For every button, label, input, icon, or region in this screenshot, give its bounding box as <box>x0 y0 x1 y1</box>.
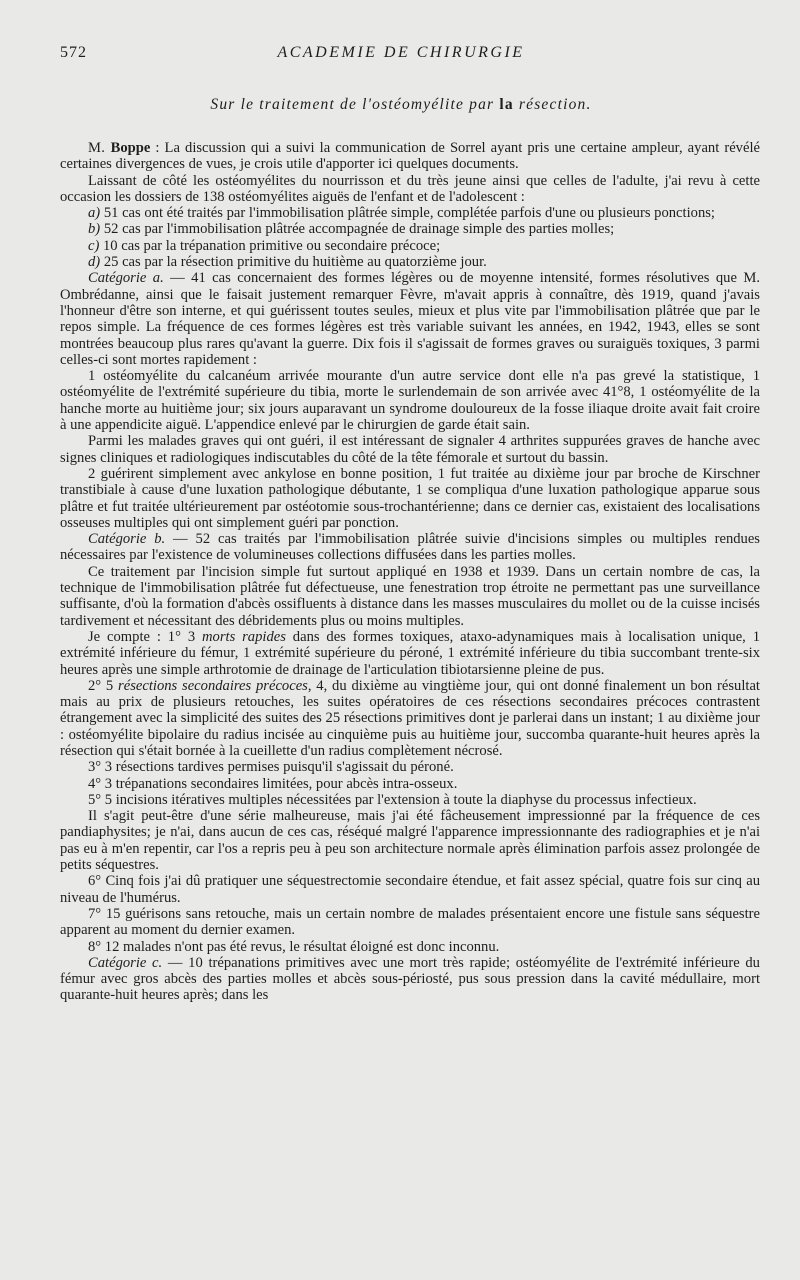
paragraph-text: 8° 12 malades n'ont pas été revus, le résultat éloigné est donc inconnu. <box>88 938 500 955</box>
paragraph-text: , 4, du dixième au vingtième jour, qui ont donné finalement un bon résultat mais au prix de plusieurs retouches, les suites opératoires de ces résections secondaires précoces contrastent étrangement avec la simplicité des suites des 25 résections primitives dont je parlerai dans un instant; 1 au dixième jour : ostéomyélite bipolaire du radius incisée au cinquième puis au huitième jour, succomba quarante-huit heures après la résection qui s'était bornée à la cueillette d'un radius complètement nécrosé. <box>60 677 760 759</box>
paragraph-text: 4° 3 trépanations secondaires limitées, pour abcès intra-osseux. <box>88 775 458 792</box>
paragraph-text: — 10 trépanations primitives avec une mort très rapide; ostéomyélite de l'extrémité inférieure du fémur avec gros abcès des parties molles et abcès sous-périosté, pus sous pression dans la cavité médullaire, mort quarante-huit heures après; dans les <box>60 954 760 1004</box>
paragraph-text: — 52 cas traités par l'immobilisation plâtrée suivie d'incisions simples ou multiples rendues nécessaires par l'existence de volumineuses collections diffusées dans les parties molles. <box>60 531 760 564</box>
paragraph <box>60 873 760 906</box>
paragraph <box>60 238 760 254</box>
paragraph <box>60 629 760 678</box>
paragraph <box>60 270 760 368</box>
paragraph <box>60 678 760 759</box>
paragraph-text: 51 cas ont été traités par l'immobilisation plâtrée simple, complétée parfois d'une ou plusieurs ponctions; <box>100 205 715 222</box>
running-title: ACADEMIE DE CHIRURGIE <box>277 44 525 61</box>
author-name: Boppe <box>110 140 151 156</box>
italic-label: c) <box>88 237 100 254</box>
italic-label: b) <box>88 221 101 238</box>
page-number: 572 <box>60 44 87 61</box>
title-text-start: Sur le traitement de l'ostéomyélite par <box>210 96 500 113</box>
paragraph-text: Laissant de côté les ostéomyélites du nourrisson et du très jeune ainsi que celles de l'adulte, j'ai revu à cette occasion les dossiers de 138 ostéomyélites aiguës de l'enfant et de l'adolescent : <box>60 172 760 205</box>
paragraph <box>60 254 760 270</box>
paragraph <box>60 955 760 1004</box>
paragraph <box>60 792 760 808</box>
paragraph-text: 1 ostéomyélite du calcanéum arrivée mourante d'un autre service dont elle n'a pas grevé la statistique, 1 ostéomyélite de l'extrémité supérieure du tibia, morte le surlendemain de son arrivée avec 41°8, 1 ostéomyélite de la hanche morte au huitième jour; six jours auparavant un syndrome douloureux de la fosse iliaque droite avait fait croire à une appendicite aiguë. L'appendice enlevé par le chirurgien de garde était sain. <box>60 368 760 434</box>
paragraph-text: : La discussion qui a suivi la communication de Sorrel ayant pris une certaine ampleur, ayant révélé certaines divergences de vues, je crois utile d'apporter ici quelques documents. <box>60 140 760 173</box>
italic-label: d) <box>88 254 101 271</box>
paragraph-text: 2 guérirent simplement avec ankylose en bonne position, 1 fut traitée au dixième jour par broche de Kirschner transtibiale à cause d'une luxation pathologique débutante, 1 se compliqua d'une luxation pathologique apparue sous plâtre et fut traitée ultérieurement par ostéotomie sous-trochantérienne; dans ce dernier cas, existaient des localisations osseuses multiples qui ont simplement guéri par ponction. <box>60 465 760 531</box>
paragraph <box>60 173 760 206</box>
paragraph <box>60 808 760 873</box>
article-title <box>60 96 742 114</box>
paragraph-text: 2° 5 <box>88 677 119 694</box>
italic-phrase: résections secondaires précoces <box>118 677 308 694</box>
paragraph-text: 7° 15 guérisons sans retouche, mais un certain nombre de malades présentaient encore une fistule sans séquestre apparent au moment du dernier examen. <box>60 905 760 939</box>
paragraph-text: 6° Cinq fois j'ai dû pratiquer une séquestrectomie secondaire étendue, et fait assez spécial, quatre fois sur cinq au niveau de l'humérus. <box>60 873 760 906</box>
paragraph <box>60 205 760 221</box>
italic-phrase: morts rapides <box>202 628 286 645</box>
italic-label: a) <box>88 205 101 222</box>
author-prefix: M. <box>88 140 111 156</box>
paragraph-text: 52 cas par l'immobilisation plâtrée accompagnée de drainage simple des parties molles; <box>100 221 615 238</box>
paragraph <box>60 531 760 564</box>
italic-label: Catégorie a. <box>88 270 164 287</box>
paragraph-text: 5° 5 incisions itératives multiples nécessitées par l'extension à toute la diaphyse du processus infectieux. <box>88 791 697 808</box>
italic-label: Catégorie b. <box>88 531 166 548</box>
paragraph-text: 10 cas par la trépanation primitive ou secondaire précoce; <box>99 237 441 254</box>
paragraph <box>60 759 760 775</box>
page-header <box>60 44 742 66</box>
paragraph-text: 25 cas par la résection primitive du huitième au quatorzième jour. <box>100 254 487 271</box>
paragraph <box>60 466 760 531</box>
paragraph <box>60 776 760 792</box>
paragraph-text: dans des formes toxiques, ataxo-adynamiques mais à localisation unique, 1 extrémité inférieure du fémur, 1 extrémité supérieure du péroné, 1 extrémité inférieure du tibia succombant trente-six heures après une simple arthrotomie de drainage de l'articulation tibiotarsienne pleine de pus. <box>60 628 760 678</box>
italic-label: Catégorie c. <box>88 954 163 971</box>
paragraph <box>60 564 760 629</box>
paragraph <box>60 140 760 173</box>
paragraph-text: — 41 cas concernaient des formes légères ou de moyenne intensité, formes résolutives que M. Ombrédanne, ainsi que le faisait justement remarquer Fèvre, m'avait appris à connaître, dès 1919, quand j'avais l'honneur d'être son interne, et qui guérissent toutes seules, mieux et plus vite par l'immobilisation plâtrée que par le repos simple. La fréquence de ces formes légères est très variable suivant les années, en 1942, 1943, elles se sont montrées beaucoup plus rares qu'avant la guerre. Dix fois il s'agissait de formes graves ou suraiguës toxiques, 3 parmi celles-ci sont mortes rapidement : <box>60 270 760 368</box>
paragraph <box>60 368 760 433</box>
paragraph <box>60 939 760 955</box>
paragraph <box>60 221 760 237</box>
article-body <box>60 140 760 1004</box>
title-text-end: résection. <box>513 96 592 113</box>
paragraph-text: 3° 3 résections tardives permises puisqu'il s'agissait du péroné. <box>88 759 454 776</box>
paragraph <box>60 906 760 939</box>
title-text-bold: la <box>499 96 514 113</box>
paragraph-text: Parmi les malades graves qui ont guéri, il est intéressant de signaler 4 arthrites suppurées graves de hanche avec signes cliniques et radiologiques indiscutables du côté de la tête fémorale et surtout du bassin. <box>60 433 760 466</box>
paragraph-text: Je compte : 1° 3 <box>88 628 202 645</box>
paragraph-text: Ce traitement par l'incision simple fut surtout appliqué en 1938 et 1939. Dans un certain nombre de cas, la technique de l'immobilisation plâtrée fut défectueuse, une fenestration trop étroite ne permettant pas une surveillance suffisante, d'où la formation d'abcès ossifluents à distance dans les masses musculaires du mollet ou de la cuisse incisés tardivement et nécessitant des débridements plus ou moins multiples. <box>60 563 760 629</box>
paragraph <box>60 433 760 466</box>
paragraph-text: Il s'agit peut-être d'une série malheureuse, mais j'ai été fâcheusement impressionné par la fréquence de ces pandiaphysites; je n'ai, dans aucun de ces cas, réséqué malgré l'apparence impressionnante des radiographies et je n'ai pas eu à m'en repentir, car l'os a repris peu à peu son architecture normale après élimination parfois assez prolongée de petits séquestres. <box>60 808 760 874</box>
